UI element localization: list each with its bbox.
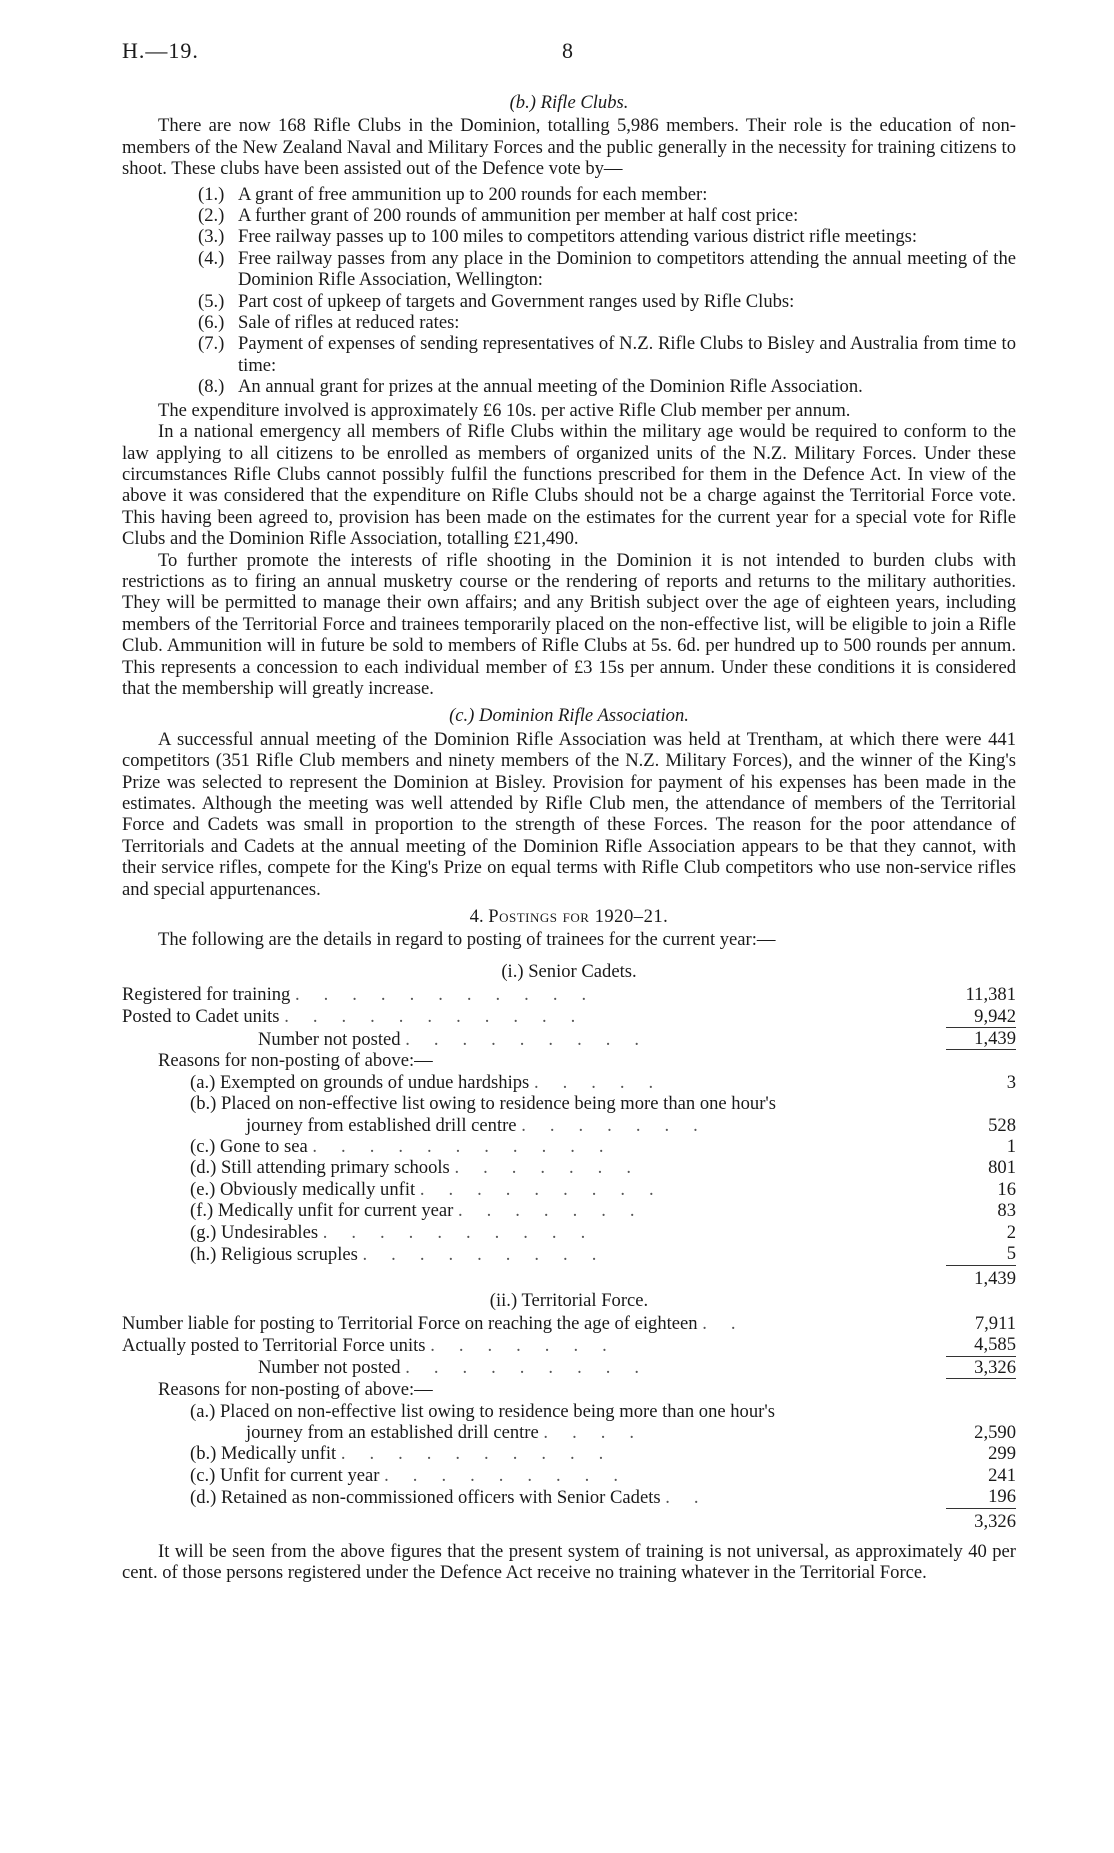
dra-paragraph: A successful annual meeting of the Dominion Rifle Association was held at Trentham, at which there were 441 competitors (351 Rifle Club members and ninety members of the N.Z. Military Forces), and the winner of the King's Prize was selected to represent the Dominion at Bisley. Provision for payment of his expenses has been made in the estimates. Although the meeting was well attended by Rifle Club men, the attendance of members of the Territorial Force and Cadets was small in proportion to the strength of these Forces. The reason for the poor attendance of Territorials and Cadets at the annual meeting of the Dominion Rifle Association appears to be that they cannot, with their service rifles, compete for the King's Prize on equal terms with Rifle Club competitors who use non-service rifles and special appurtenances. bbox=[122, 728, 1016, 900]
table-row: (h.) Religious scruples ......... 5 bbox=[190, 1243, 1016, 1265]
rifle-clubs-intro: There are now 168 Rifle Clubs in the Dominion, totalling 5,986 members. Their role is the education of non-members of the New Zealand Naval and Military Forces and the public generally in the necessity for training citizens to shoot. These clubs have been assisted out of the Defence vote by— bbox=[122, 115, 1016, 180]
territorial-total: 3,326 bbox=[974, 1511, 1016, 1533]
postings-heading-text: Postings for 1920–21. bbox=[488, 906, 669, 928]
list-item: (5.) Part cost of upkeep of targets and Government ranges used by Rifle Clubs: bbox=[198, 290, 795, 312]
page-header bbox=[122, 40, 1016, 70]
table-row: Reasons for non-posting of above:— bbox=[158, 1050, 433, 1072]
closing-paragraph: It will be seen from the above figures that the present system of training is not universal, as approximately 40 per cent. of those persons registered under the Defence Act receive no training whatever in the Territorial Force. bbox=[122, 1540, 1016, 1583]
table-row: (a.) Exempted on grounds of undue hardships ..... 3 bbox=[190, 1071, 1016, 1093]
table-row: (c.) Gone to sea ........... 1 bbox=[190, 1136, 1016, 1158]
table-row: journey from an established drill centre .... 2,590 bbox=[246, 1421, 1016, 1443]
rifle-clubs-heading: (b.) Rifle Clubs. bbox=[509, 92, 629, 113]
table-row: journey from established drill centre ....... 528 bbox=[246, 1114, 1016, 1136]
territorial-force-heading: (ii.) Territorial Force. bbox=[489, 1289, 649, 1311]
table-row: (d.) Still attending primary schools ....... 801 bbox=[190, 1157, 1016, 1179]
assistance-list bbox=[198, 184, 1016, 398]
list-item: (6.) Sale of rifles at reduced rates: bbox=[198, 312, 460, 334]
territorial-force-table bbox=[122, 1313, 1016, 1533]
table-row: (c.) Unfit for current year ......... 241 bbox=[190, 1464, 1016, 1486]
table-row bbox=[122, 1508, 1016, 1533]
list-item: (1.) A grant of free ammunition up to 200 rounds for each member: bbox=[198, 183, 708, 205]
national-emergency-paragraph: In a national emergency all members of Rifle Clubs within the military age would be required to conform to the law applying to all citizens to be enrolled as members of organized units of the N.Z. Military Forces. Under these circumstances Rifle Clubs cannot possibly fulfil the functions prescribed for them in the Defence Act. In view of the above it was considered that the expenditure on Rifle Clubs should not be a charge against the Territorial Force vote. This having been agreed to, provision has been made on the estimates for the current year for a special vote for Rifle Clubs and the Dominion Rifle Association, totalling £21,490. bbox=[122, 421, 1016, 550]
table-row: (d.) Retained as non-commissioned officers with Senior Cadets .. 196 bbox=[190, 1486, 1016, 1508]
senior-cadets-heading: (i.) Senior Cadets. bbox=[501, 960, 637, 982]
table-row: Registered for training ........... 11,381 bbox=[122, 984, 1016, 1006]
list-item: (3.) Free railway passes up to 100 miles to competitors attending various district rifle meetings: bbox=[198, 226, 918, 248]
list-item: (2.) A further grant of 200 rounds of ammunition per member at half cost price: bbox=[198, 205, 799, 227]
table-row bbox=[122, 1265, 1016, 1290]
table-row: (b.) Placed on non-effective list owing to residence being more than one hour's bbox=[190, 1093, 776, 1115]
list-item: (4.) Free railway passes from any place in the Dominion to competitors attending the annual meeting of the Dominion Rifle Association, Wellington: bbox=[198, 247, 1016, 291]
dra-heading: (c.) Dominion Rifle Association. bbox=[449, 705, 689, 727]
table-row: (e.) Obviously medically unfit ......... 16 bbox=[190, 1178, 1016, 1200]
table-row: Reasons for non-posting of above:— bbox=[158, 1379, 433, 1401]
postings-heading bbox=[122, 906, 1016, 927]
table-row: (a.) Placed on non-effective list owing to residence being more than one hour's bbox=[190, 1400, 775, 1422]
table-row: Number not posted ......... 3,326 bbox=[258, 1356, 1016, 1379]
list-item: (7.) Payment of expenses of sending representatives of N.Z. Rifle Clubs to Bisley and Australia from time to time: bbox=[198, 333, 1016, 376]
page-number: 8 bbox=[562, 38, 573, 63]
table-row: (b.) Medically unfit .......... 299 bbox=[190, 1443, 1016, 1465]
postings-heading-number: 4. bbox=[469, 906, 484, 928]
table-row: Actually posted to Territorial Force units ....... 4,585 bbox=[122, 1334, 1016, 1356]
page-body bbox=[122, 90, 1016, 1583]
rifle-shooting-paragraph: To further promote the interests of rifle shooting in the Dominion it is not intended to burden clubs with restrictions as to firing an annual musketry course or the rendering of reports and returns to the military authorities. They will be permitted to manage their own affairs; and any British subject over the age of eighteen years, including members of the Territorial Force and trainees temporarily placed on the non-effective list, will be eligible to join a Rifle Club. Ammunition will in future be sold to members of Rifle Clubs at 5s. 6d. per hundred up to 500 rounds per annum. This represents a concession to each individual member of £3 15s per annum. Under these conditions it is considered that the membership will greatly increase. bbox=[122, 549, 1016, 699]
senior-total: 1,439 bbox=[974, 1268, 1016, 1290]
table-row: (f.) Medically unfit for current year ....... 83 bbox=[190, 1200, 1016, 1222]
senior-cadets-table bbox=[122, 984, 1016, 1289]
postings-intro: The following are the details in regard to posting of trainees for the current year:— bbox=[158, 929, 776, 951]
document-reference: H.—19. bbox=[122, 38, 199, 63]
table-row: Number not posted ......... 1,439 bbox=[258, 1028, 1016, 1050]
expenditure-paragraph: The expenditure involved is approximately £6 10s. per active Rifle Club member per annum. bbox=[158, 399, 851, 421]
table-row: Number liable for posting to Territorial Force on reaching the age of eighteen .. 7,911 bbox=[122, 1312, 1016, 1334]
table-row: (g.) Undesirables .......... 2 bbox=[190, 1221, 1016, 1243]
table-row: Posted to Cadet units ........... 9,942 bbox=[122, 1005, 1016, 1028]
list-item: (8.) An annual grant for prizes at the annual meeting of the Dominion Rifle Association. bbox=[198, 376, 863, 398]
